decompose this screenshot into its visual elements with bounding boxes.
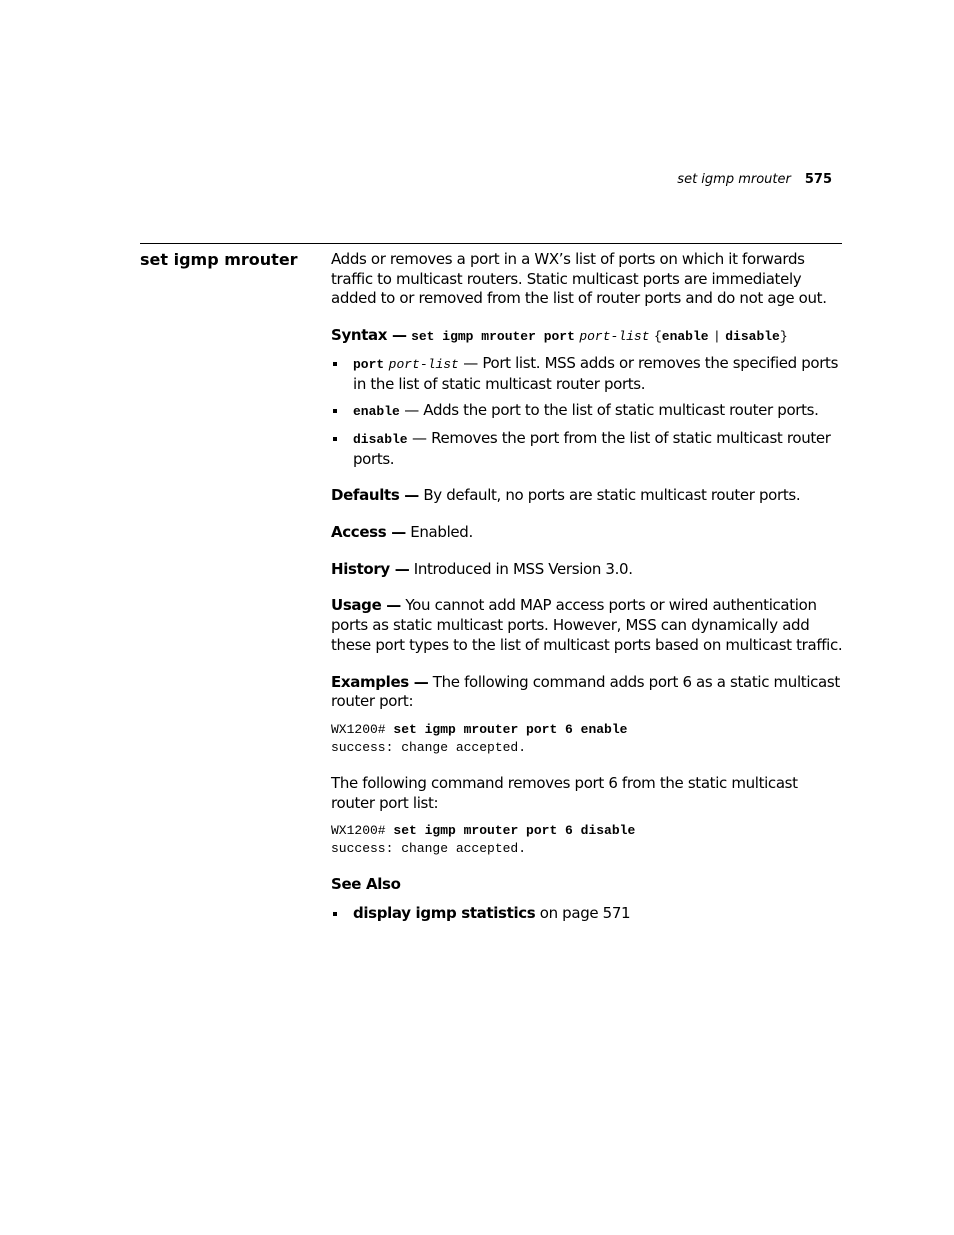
- param-arg: port-list: [388, 356, 459, 372]
- see-also-list: [331, 904, 843, 924]
- defaults-text: By default, no ports are static multicast router ports.: [418, 486, 801, 505]
- syntax-line: [331, 326, 843, 347]
- defaults-paragraph: [331, 486, 843, 506]
- syntax-label: Syntax —: [331, 326, 407, 345]
- syntax-opt-enable: enable: [661, 329, 709, 345]
- history-label: History —: [331, 559, 410, 578]
- examples-label: Examples —: [331, 672, 429, 691]
- bullet-icon: [333, 437, 337, 441]
- code-output: success: change accepted.: [331, 739, 527, 755]
- param-keyword: port: [353, 356, 385, 372]
- code-prompt: WX1200#: [331, 721, 394, 737]
- bullet-icon: [333, 912, 337, 916]
- defaults-label: Defaults —: [331, 486, 419, 505]
- syntax-opt-disable: disable: [725, 329, 780, 345]
- history-paragraph: [331, 560, 843, 580]
- code-output: success: change accepted.: [331, 841, 527, 857]
- syntax-command: set igmp mrouter port: [411, 329, 575, 345]
- list-item: [331, 354, 843, 394]
- bullet-icon: [333, 362, 337, 366]
- list-item: [331, 401, 843, 422]
- code-command: set igmp mrouter port 6 enable: [393, 721, 628, 737]
- usage-label: Usage —: [331, 596, 401, 615]
- command-description: [331, 250, 843, 924]
- code-command: set igmp mrouter port 6 disable: [393, 823, 636, 839]
- history-text: Introduced in MSS Version 3.0.: [409, 559, 633, 578]
- code-prompt: WX1200#: [331, 823, 394, 839]
- examples-paragraph: [331, 673, 843, 712]
- usage-paragraph: [331, 596, 843, 655]
- see-also-link[interactable]: display igmp statistics: [353, 904, 536, 923]
- syntax-arg: port-list: [579, 329, 650, 345]
- param-keyword: enable: [353, 404, 400, 420]
- access-paragraph: [331, 523, 843, 543]
- page-header: [560, 172, 832, 187]
- list-item: [331, 904, 843, 924]
- param-desc: — Adds the port to the list of static multicast router ports.: [399, 401, 819, 420]
- param-desc: — Removes the port from the list of static multicast router ports.: [353, 428, 831, 468]
- example-2-intro: The following command removes port 6 from the static multicast router port list:: [331, 773, 798, 812]
- param-keyword: disable: [353, 431, 408, 447]
- page-number: 575: [804, 172, 832, 187]
- usage-text: You cannot add MAP access ports or wired authentication ports as static multicast ports. However, MSS can dynamically add these port types to the list of multicast ports based on multicast traffic.: [331, 596, 843, 654]
- examples-text: The following command adds port 6 as a static multicast router port:: [331, 672, 840, 711]
- param-desc: — Port list. MSS adds or removes the specified ports in the list of static multicast router ports.: [353, 353, 839, 393]
- code-example-2: [331, 822, 843, 858]
- section-rule: [140, 243, 842, 244]
- running-title: set igmp mrouter: [677, 172, 791, 187]
- see-also-suffix: on page 571: [535, 904, 631, 923]
- see-also-heading: See Also: [331, 875, 401, 894]
- access-text: Enabled.: [405, 523, 473, 542]
- list-item: [331, 429, 843, 469]
- parameter-list: [331, 354, 843, 470]
- section-title: set igmp mrouter: [140, 250, 298, 269]
- code-example-1: [331, 721, 843, 757]
- intro-paragraph: Adds or removes a port in a WX’s list of ports on which it forwards traffic to multicast routers. Static multicast ports are immediately added to or removed from the list of router ports and do not age out.: [331, 250, 827, 308]
- syntax-close-brace: }: [779, 329, 788, 345]
- syntax-open-brace: {: [653, 329, 662, 345]
- syntax-separator: |: [713, 329, 721, 345]
- bullet-icon: [333, 409, 337, 413]
- access-label: Access —: [331, 523, 406, 542]
